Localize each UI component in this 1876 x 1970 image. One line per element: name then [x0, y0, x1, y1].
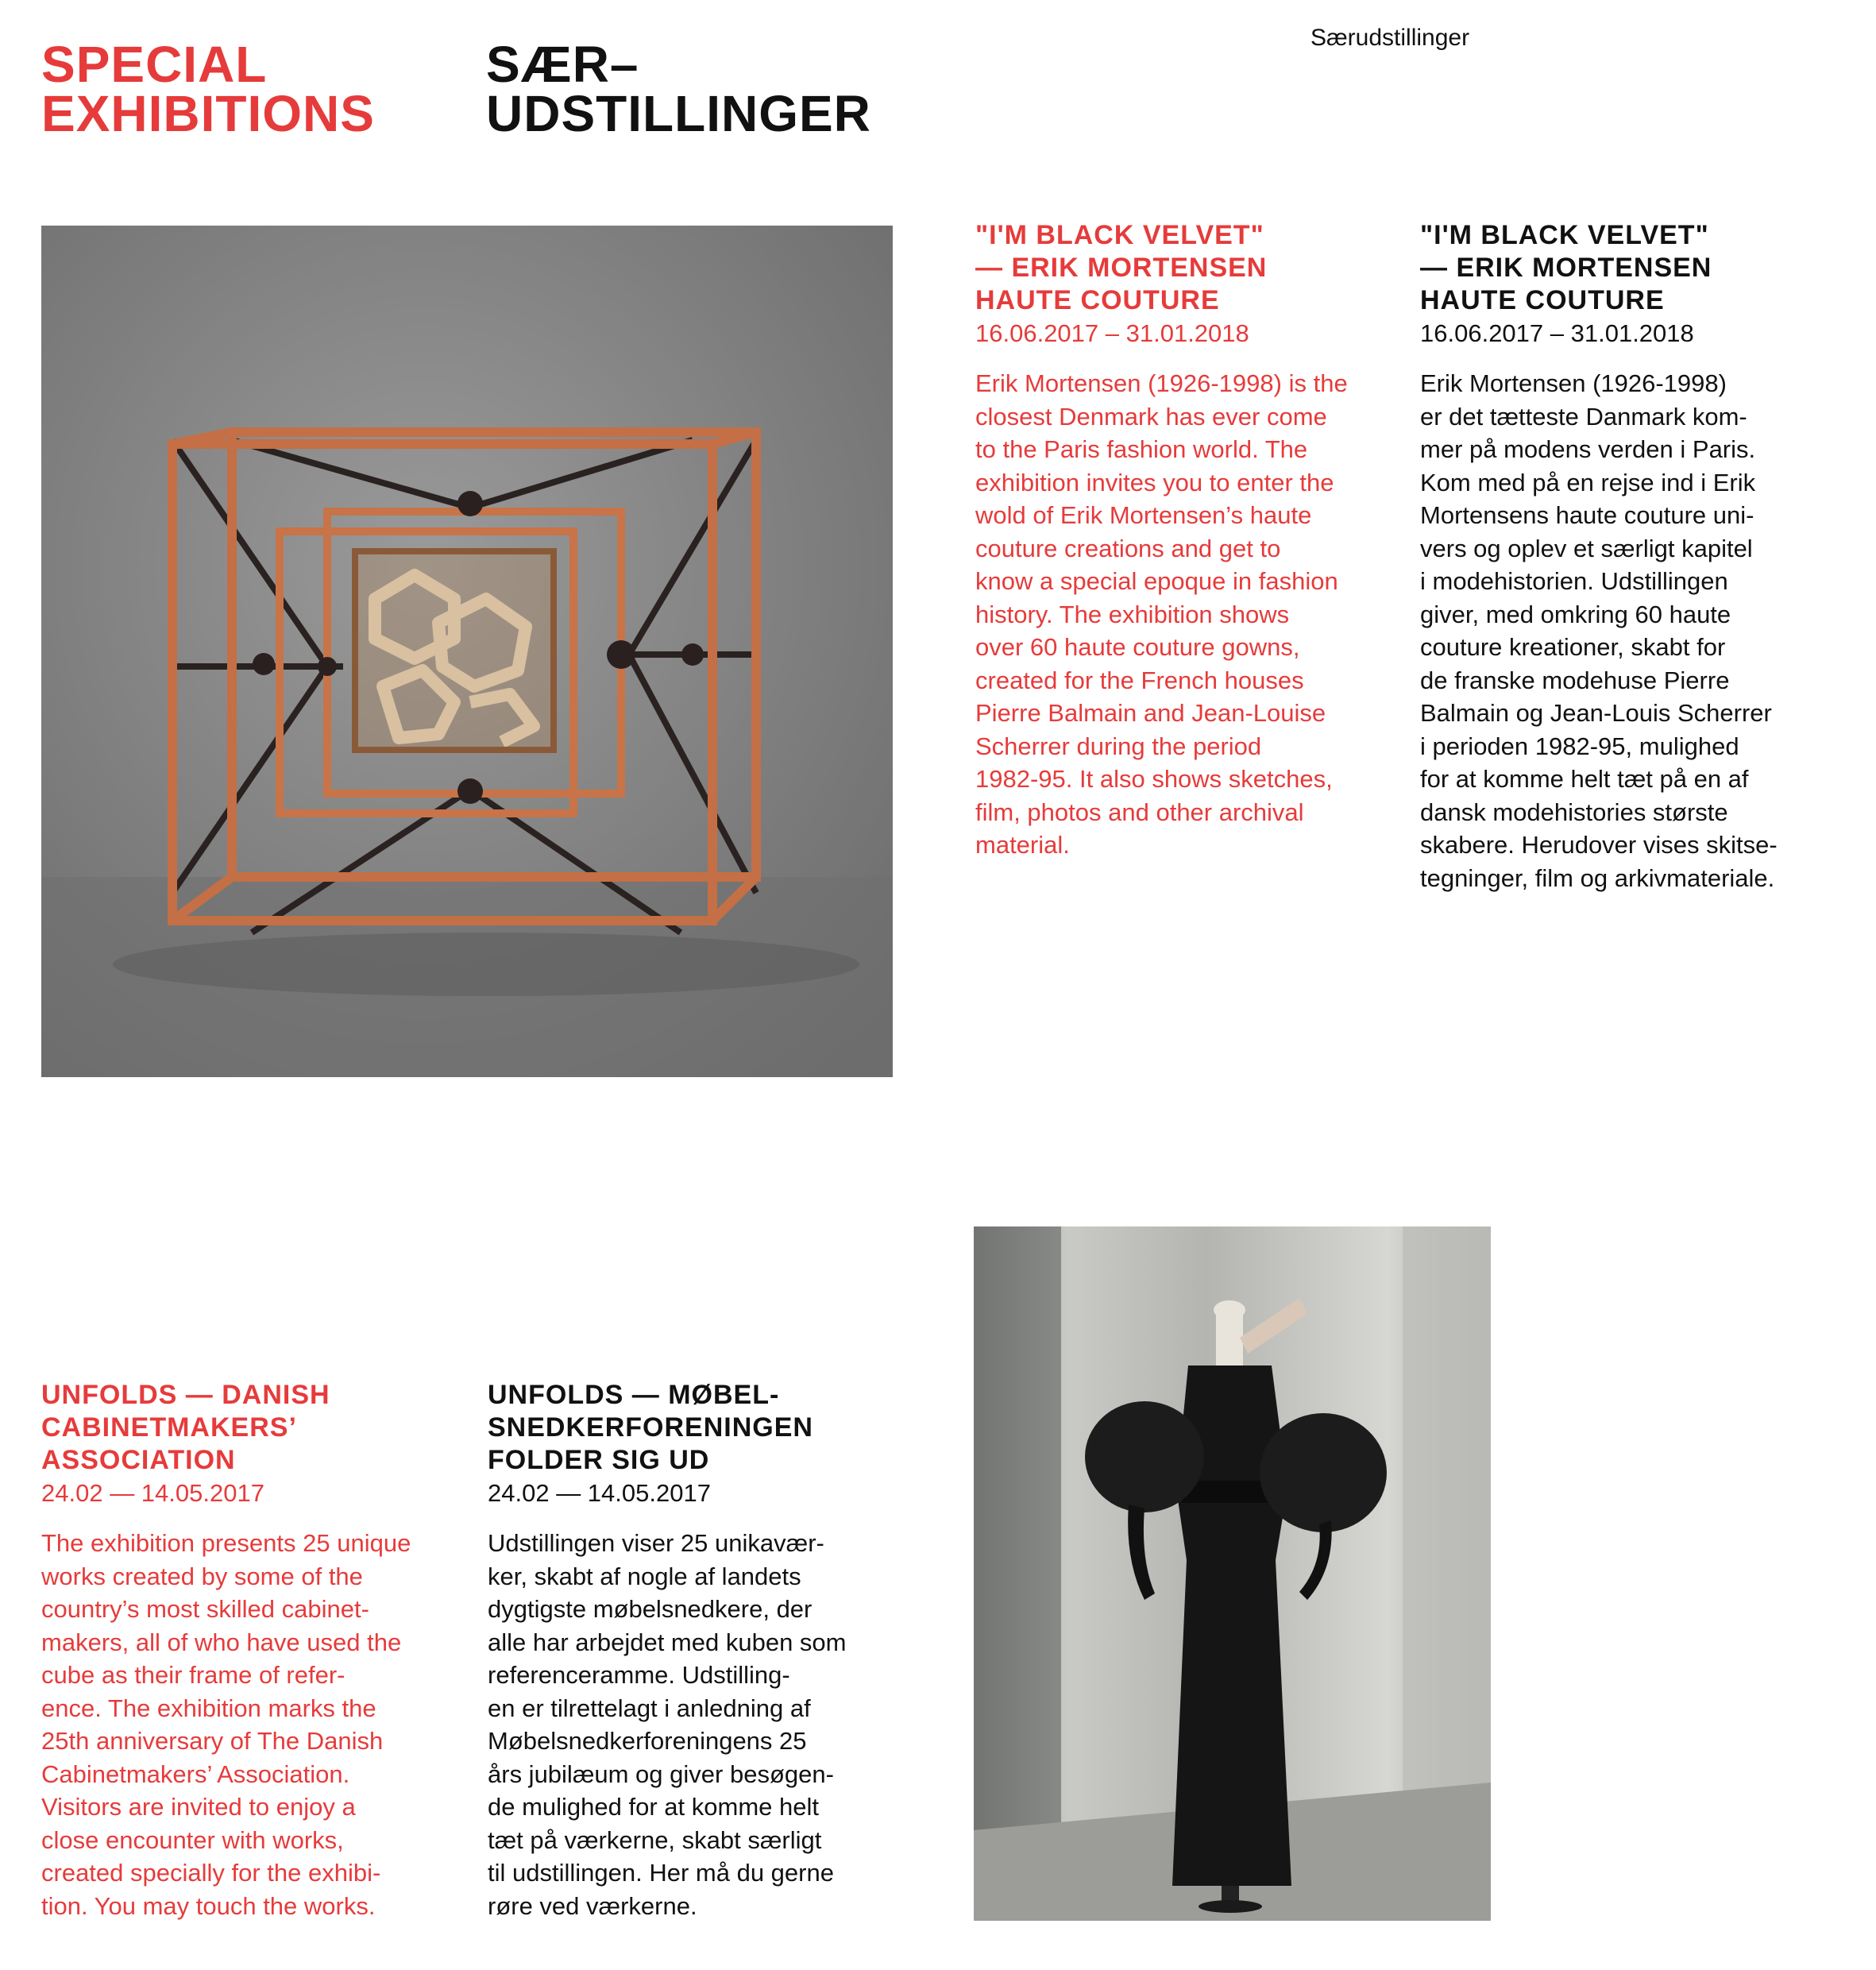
title-line: — ERIK MORTENSEN: [1420, 253, 1712, 283]
exhibition-description: [488, 1527, 917, 1922]
text-line: created for the French houses: [975, 666, 1304, 694]
title-line: HAUTE COUTURE: [1420, 285, 1665, 315]
title-line: SPECIAL: [41, 36, 268, 93]
cube-sculpture-photo: [41, 226, 893, 1077]
title-line: — ERIK MORTENSEN: [975, 253, 1268, 283]
exhibition-title: [41, 1379, 470, 1477]
text-line: Møbelsnedkerforeningens 25: [488, 1727, 807, 1755]
title-line: HAUTE COUTURE: [975, 285, 1220, 315]
text-line: couture kreationer, skabt for: [1420, 633, 1726, 661]
text-line: tion. You may touch the works.: [41, 1891, 376, 1920]
text-line: exhibition invites you to enter the: [975, 468, 1334, 496]
exhibition-dates: 16.06.2017 – 31.01.2018: [975, 319, 1249, 347]
text-line: vers og oplev et særligt kapitel: [1420, 534, 1753, 562]
title-line: UNFOLDS — MØBEL-: [488, 1380, 780, 1410]
exhibition-title: [1420, 219, 1849, 317]
text-line: cube as their frame of refer-: [41, 1661, 345, 1689]
exhibition-2-english: [41, 1379, 470, 1922]
text-line: wold of Erik Mortensen’s haute: [975, 501, 1312, 529]
text-line: til udstillingen. Her må du gerne: [488, 1859, 834, 1887]
text-line: couture creations and get to: [975, 534, 1281, 562]
title-line: FOLDER SIG UD: [488, 1445, 710, 1475]
exhibition-description: [975, 367, 1404, 862]
haute-couture-gown-photo: [974, 1226, 1491, 1921]
text-line: Balmain og Jean-Louis Scherrer: [1420, 699, 1772, 727]
exhibition-description: [41, 1527, 470, 1922]
exhibition-1-danish: [1420, 219, 1849, 894]
text-line: makers, all of who have used the: [41, 1628, 402, 1656]
text-line: ence. The exhibition marks the: [41, 1694, 376, 1722]
text-line: Scherrer during the period: [975, 732, 1262, 760]
text-line: 25th anniversary of The Danish: [41, 1727, 384, 1755]
text-line: røre ved værkerne.: [488, 1891, 697, 1920]
text-line: history. The exhibition shows: [975, 600, 1290, 628]
exhibition-dates: 16.06.2017 – 31.01.2018: [1420, 319, 1694, 347]
text-line: 1982-95. It also shows sketches,: [975, 765, 1333, 793]
text-line: for at komme helt tæt på en af: [1420, 765, 1749, 793]
title-line: SNEDKERFORENINGEN: [488, 1412, 813, 1443]
text-line: Pierre Balmain and Jean-Louise: [975, 699, 1326, 727]
title-line: UNFOLDS — DANISH: [41, 1380, 330, 1410]
text-line: referenceramme. Udstilling-: [488, 1661, 790, 1689]
text-line: alle har arbejdet med kuben som: [488, 1628, 847, 1656]
text-line: skabere. Herudover vises skitse-: [1420, 831, 1778, 859]
title-line: SÆR–: [486, 36, 639, 93]
exhibition-title: [488, 1379, 917, 1477]
title-line: UDSTILLINGER: [486, 85, 871, 142]
text-line: country’s most skilled cabinet-: [41, 1595, 369, 1623]
title-line: "I'M BLACK VELVET": [1420, 220, 1709, 250]
exhibition-dates: 24.02 — 14.05.2017: [488, 1479, 711, 1507]
text-line: film, photos and other archival: [975, 798, 1304, 826]
exhibition-description: [1420, 367, 1849, 894]
text-line: dygtigste møbelsnedkere, der: [488, 1595, 813, 1623]
text-line: de mulighed for at komme helt: [488, 1793, 819, 1821]
exhibition-1-english: [975, 219, 1404, 862]
text-line: Cabinetmakers’ Association.: [41, 1759, 350, 1788]
text-line: to the Paris fashion world. The: [975, 435, 1308, 463]
text-line: års jubilæum og giver besøgen-: [488, 1759, 834, 1788]
text-line: Erik Mortensen (1926-1998): [1420, 369, 1727, 397]
text-line: over 60 haute couture gowns,: [975, 633, 1300, 661]
text-line: mer på modens verden i Paris.: [1420, 435, 1756, 463]
text-line: closest Denmark has ever come: [975, 402, 1327, 431]
text-line: Kom med på en rejse ind i Erik: [1420, 468, 1756, 496]
text-line: er det tætteste Danmark kom-: [1420, 402, 1747, 431]
text-line: works created by some of the: [41, 1562, 363, 1590]
text-line: i perioden 1982-95, mulighed: [1420, 732, 1739, 760]
text-line: tegninger, film og arkivmateriale.: [1420, 863, 1775, 892]
text-line: de franske modehuse Pierre: [1420, 666, 1730, 694]
text-line: dansk modehistories største: [1420, 798, 1728, 826]
title-line: "I'M BLACK VELVET": [975, 220, 1264, 250]
text-line: ker, skabt af nogle af landets: [488, 1562, 801, 1590]
exhibition-title: [975, 219, 1404, 317]
text-line: material.: [975, 831, 1070, 859]
text-line: close encounter with works,: [41, 1825, 344, 1854]
text-line: Visitors are invited to enjoy a: [41, 1793, 356, 1821]
section-title-danish: [486, 36, 871, 142]
text-line: know a special epoque in fashion: [975, 567, 1338, 595]
text-line: Erik Mortensen (1926-1998) is the: [975, 369, 1348, 397]
exhibition-2-danish: [488, 1379, 917, 1922]
title-line: CABINETMAKERS’: [41, 1412, 297, 1443]
text-line: The exhibition presents 25 unique: [41, 1529, 411, 1557]
page-label: Særudstillinger: [1310, 25, 1470, 51]
text-line: giver, med omkring 60 haute: [1420, 600, 1731, 628]
section-title-english: [41, 36, 375, 142]
text-line: i modehistorien. Udstillingen: [1420, 567, 1728, 595]
text-line: created specially for the exhibi-: [41, 1859, 381, 1887]
title-line: ASSOCIATION: [41, 1445, 236, 1475]
title-line: EXHIBITIONS: [41, 85, 375, 142]
text-line: en er tilrettelagt i anledning af: [488, 1694, 811, 1722]
exhibition-dates: 24.02 — 14.05.2017: [41, 1479, 264, 1507]
text-line: Udstillingen viser 25 unikavær-: [488, 1529, 824, 1557]
text-line: tæt på værkerne, skabt særligt: [488, 1825, 822, 1854]
text-line: Mortensens haute couture uni-: [1420, 501, 1754, 529]
